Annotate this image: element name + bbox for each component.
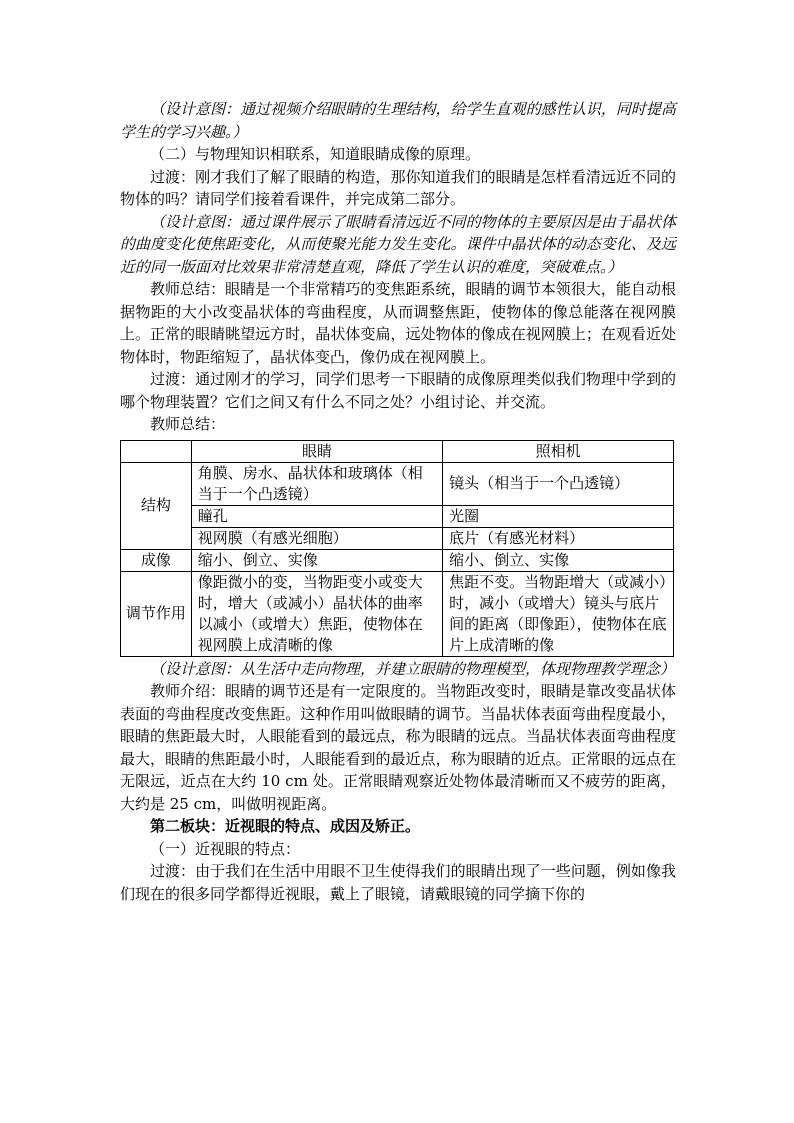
transition-paragraph-2: 过渡：通过刚才的学习，同学们思考一下眼睛的成像原理类似我们物理中学到的哪个物理装置？它们之间又有什么不同之处？小组讨论、并交流。: [120, 370, 676, 411]
structure-eye-pupil: 瞳孔: [191, 505, 442, 527]
structure-eye-retina: 视网膜（有感光细胞）: [191, 527, 442, 549]
section-two-heading: 第二板块：近视眼的特点、成因及矫正。: [150, 817, 421, 835]
header-camera: 照相机: [443, 440, 674, 462]
table-corner-cell: [121, 440, 192, 462]
structure-camera-aperture: 光圈: [443, 505, 674, 527]
structure-camera-lens: 镜头（相当于一个凸透镜）: [443, 462, 674, 505]
transition-paragraph-1: 过渡：刚才我们了解了眼睛的构造，那你知道我们的眼睛是怎样看清远近不同的物体的吗？请同学们接着看课件，并完成第二部分。: [120, 167, 676, 208]
imaging-eye: 缩小、倒立、实像: [191, 549, 442, 571]
structure-camera-film: 底片（有感光材料）: [443, 527, 674, 549]
teacher-summary-label: 教师总结：: [150, 415, 226, 433]
table-row: [121, 549, 674, 571]
table-row: [121, 571, 674, 656]
teacher-summary-paragraph-1: 教师总结：眼睛是一个非常精巧的变焦距系统，眼睛的调节本领很大，能自动根据物距的大小改变晶状体的弯曲程度，从而调整焦距，使物体的像总能落在视网膜上。正常的眼睛眺望远方时，晶状体变扁，远处物体的像成在视网膜上；在观看近处物体时，物距缩短了，晶状体变凸，像仍成在视网膜上。: [120, 280, 676, 366]
structure-eye-lens: 角膜、房水、晶状体和玻璃体（相当于一个凸透镜）: [191, 462, 442, 505]
eye-camera-comparison-table: [120, 440, 674, 657]
table-row: [121, 505, 674, 527]
table-header-row: [121, 440, 674, 462]
design-intent-paragraph-2: （设计意图：通过课件展示了眼睛看清远近不同的物体的主要原因是由于晶状体的曲度变化使焦距变化，从而使聚光能力发生变化。课件中晶状体的动态变化、及远近的同一版面对比效果非常清楚直观，降低了学生认识的难度，突破难点。）: [120, 212, 676, 276]
transition-paragraph-3: 过渡：由于我们在生活中用眼不卫生使得我们的眼睛出现了一些问题，例如像我们现在的很多同学都得近视眼，戴上了眼镜，请戴眼镜的同学摘下你的: [120, 862, 676, 903]
section-heading-2: （二）与物理知识相联系，知道眼睛成像的原理。: [150, 145, 481, 163]
teacher-intro-paragraph: 教师介绍：眼睛的调节还是有一定限度的。当物距改变时，眼睛是靠改变晶状体表面的弯曲程度改变焦距。这种作用叫做眼睛的调节。当晶状体表面弯曲程度最小，眼睛的焦距最大时，人眼能看到的最远点，称为眼睛的远点。当晶状体表面弯曲程度最大，眼睛的焦距最小时，人眼能看到的最近点，称为眼睛的近点。正常眼的远点在无限远，近点在大约 10 cm 处。正常眼睛观察近处物体最清晰而又不疲劳的距离，大约是 25 cm，叫做明视距离。: [120, 682, 676, 813]
adjust-camera: 焦距不变。当物距增大（或减小）时，减小（或增大）镜头与底片间的距离（即像距），使物体在底片上成清晰的像: [443, 571, 674, 656]
table-row: [121, 527, 674, 549]
structure-label: 结构: [121, 462, 192, 549]
design-intent-paragraph-3: （设计意图：从生活中走向物理，并建立眼睛的物理模型，体现物理教学理念）: [150, 659, 676, 678]
imaging-camera: 缩小、倒立、实像: [443, 549, 674, 571]
adjust-label: 调节作用: [121, 571, 192, 656]
subsection-one-heading: （一）近视眼的特点：: [150, 839, 301, 858]
adjust-eye: 像距微小的变，当物距变小或变大时，增大（或减小）晶状体的曲率以减小（或增大）焦距，使物体在视网膜上成清晰的像: [191, 571, 442, 656]
design-intent-paragraph-1: （设计意图：通过视频介绍眼睛的生理结构，给学生直观的感性认识，同时提高学生的学习兴趣。）: [120, 100, 676, 141]
document-page: [120, 98, 676, 905]
imaging-label: 成像: [121, 549, 192, 571]
table-row: [121, 462, 674, 505]
header-eye: 眼睛: [191, 440, 442, 462]
